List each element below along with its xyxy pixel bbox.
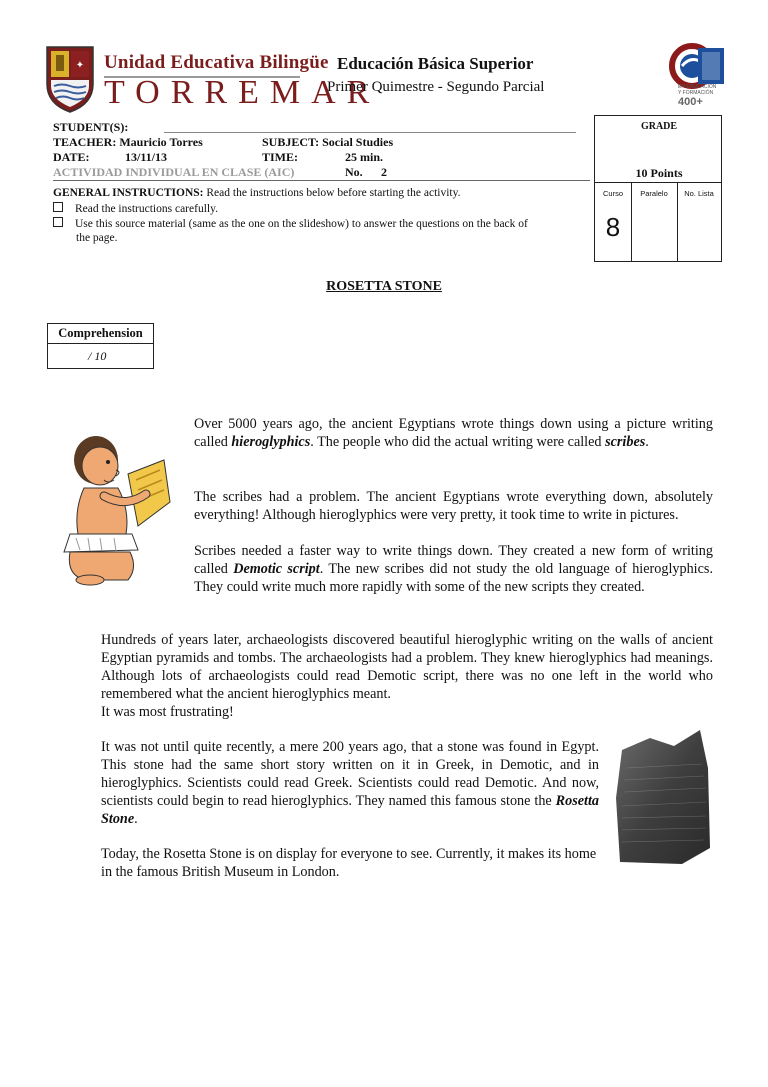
term-demotic-script: Demotic script [233,561,320,577]
cert-line-2: Y FORMACIÓN [678,90,714,96]
time-value: 25 min. [345,150,384,164]
comprehension-score-box [47,323,154,369]
col-curso: Curso [602,189,623,198]
page-title: ROSETTA STONE [326,279,442,294]
date-value: 13/11/13 [125,150,168,164]
svg-text:✦: ✦ [75,60,85,71]
checkbox[interactable] [53,202,63,212]
col-paralelo: Paralelo [640,189,668,198]
instructions-heading: GENERAL INSTRUCTIONS: [53,187,204,199]
egyptian-scribe-illustration [56,430,176,590]
level-title: Educación Básica Superior [337,54,534,73]
paragraph-british-museum: Today, the Rosetta Stone is on display for everyone to see. Currently, it makes its home in the famous British Museum in London. [101,846,597,880]
school-name: Unidad Educativa Bilingüe [104,52,329,73]
paragraph-archaeologists: Hundreds of years later, archaeologists discovered beautiful hieroglyphic writing on the walls of ancient Egyptian pyramids and tombs. The archaeologists had a problem. They knew hieroglyphics had meanings. Although lots of archaeologists could read Demotic script, there was no one left in the world who remembered what the ancient hieroglyphics meant. [101,632,713,702]
school-shield-logo [44,44,96,114]
subject-line: SUBJECT: Social Studies [262,135,394,149]
grade-points: 10 Points [635,166,683,180]
checkbox[interactable] [53,217,63,227]
instruction-item [53,202,218,216]
paragraph-hieroglyphics: Over 5000 years ago, the ancient Egyptians wrote things down using a picture writing called hieroglyphics. The people who did the actual writing were called scribes. [194,416,713,450]
curso-value: 8 [605,212,621,242]
paragraph-frustrating: It was most frustrating! [101,704,234,720]
instruction-text: Read the instructions carefully. [75,203,218,215]
teacher-line: TEACHER: Mauricio Torres [53,135,203,149]
paragraph-rosetta-discovery: It was not until quite recently, a mere 200 years ago, that a stone was found in Egypt. This stone had the same short story written on it in Greek, in Demotic, and in hieroglyphics. Scientists could read Greek. Scientists could read Demotic. And now, scientists could begin to read hieroglyphics. They named this famous stone the Rosetta Stone. [101,739,599,827]
school-brand: TORREMAR [104,74,381,111]
grade-box [594,115,722,262]
activity-no-label: No. [345,165,363,179]
cert-line-1: EN EDUCACIÓN [678,84,717,90]
general-instructions [53,186,460,200]
comprehension-label: Comprehension [48,324,153,344]
date-label: DATE: [53,150,90,164]
paragraph-scribes-problem: The scribes had a problem. The ancient Egyptians wrote everything down, absolutely everything! Although hieroglyphics were very pretty, it took time to write in pictures. [194,489,713,523]
paragraph-demotic: Scribes needed a faster way to write things down. They created a new form of writing called Demotic script. The new scribes did not study the old language of hieroglyphics. They could write much more rapidly with some of the new scripts they created. [194,543,713,595]
activity-no-value: 2 [381,165,387,179]
time-label: TIME: [262,150,298,164]
comprehension-score: / 10 [88,349,107,363]
instruction-item [53,217,528,231]
term-hieroglyphics: hieroglyphics [231,434,311,450]
cert-number: 400+ [678,96,703,108]
instruction-text: Use this source material (same as the one on the slideshow) to answer the questions on the back of [75,218,528,230]
grade-label: GRADE [640,121,678,132]
instructions-intro: Read the instructions below before starting the activity. [203,187,461,199]
term-scribes: scribes [605,434,646,450]
col-no-lista: No. Lista [684,189,714,198]
student-label: STUDENT(S): [53,120,129,134]
term-subtitle: Primer Quimestre - Segundo Parcial [327,79,545,95]
activity-type: ACTIVIDAD INDIVIDUAL EN CLASE (AIC) [53,165,295,179]
instruction-text-cont: the page. [76,232,118,244]
info-divider [53,180,590,182]
student-name-line[interactable] [164,118,576,133]
rosetta-stone-photo [612,728,712,868]
term-rosetta-stone: Rosetta Stone [101,793,599,827]
